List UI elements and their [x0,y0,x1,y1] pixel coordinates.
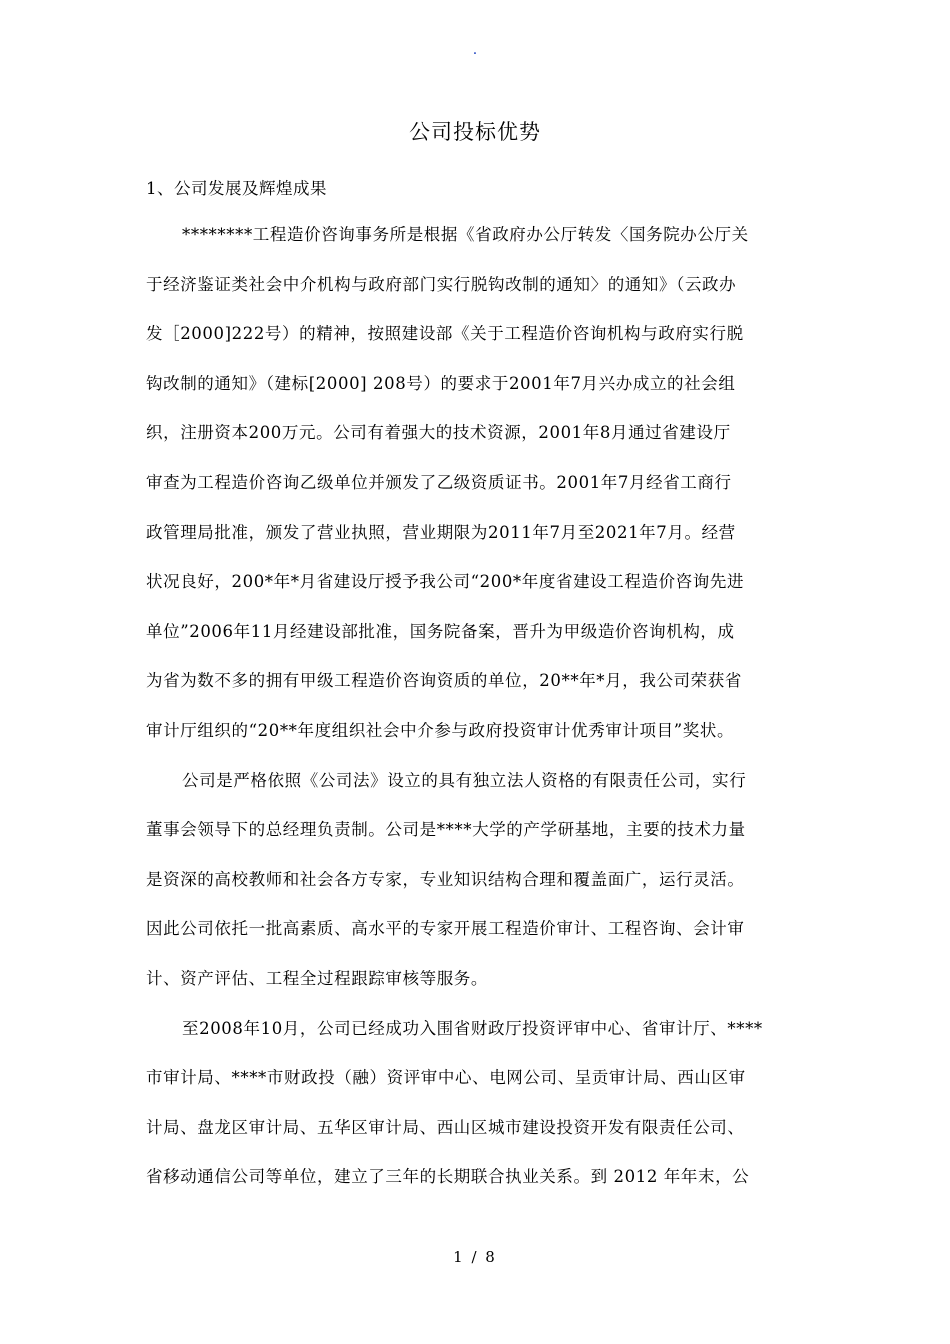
paragraph-line: 审计厅组织的“20**年度组织社会中介参与政府投资审计优秀审计项目”奖状。 [146,720,735,740]
paragraph-line: 钩改制的通知》（建标[2000] 208号）的要求于2001年7月兴办成立的社会组 [146,373,736,393]
paragraph-line: 审查为工程造价咨询乙级单位并颁发了乙级资质证书。2001年7月经省工商行 [146,472,732,492]
page-number: 1 / 8 [453,1248,497,1266]
paragraph-line: 织，注册资本200万元。公司有着强大的技术资源，2001年8月通过省建设厅 [146,423,731,443]
document-title: 公司投标优势 [409,120,541,144]
paragraph-line: 至2008年10月，公司已经成功入围省财政厅投资评审中心、省审计厅、**** [182,1018,763,1038]
paragraph-line: 发［2000]222号）的精神，按照建设部《关于工程造价咨询机构与政府实行脱 [146,324,744,344]
paragraph-line: 公司是严格依照《公司法》设立的具有独立法人资格的有限责任公司，实行 [182,770,747,790]
paragraph-line: ********工程造价咨询事务所是根据《省政府办公厅转发〈国务院办公厅关 [182,225,749,244]
paragraph-line: 是资深的高校教师和社会各方专家，专业知识结构合理和覆盖面广，运行灵活。 [146,869,745,889]
paragraph-line: 因此公司依托一批高素质、高水平的专家开展工程造价审计、工程咨询、会计审 [146,919,745,939]
paragraph-line: 省移动通信公司等单位，建立了三年的长期联合执业关系。到 2012 年年末，公 [146,1167,750,1187]
paragraph-line: 政管理局批准，颁发了营业执照，营业期限为2011年7月至2021年7月。经营 [146,522,736,542]
document-body [146,222,808,1214]
paragraph-line: 于经济鉴证类社会中介机构与政府部门实行脱钩改制的通知〉的通知》（云政办 [146,274,737,294]
paragraph-line: 计、资产评估、工程全过程跟踪审核等服务。 [146,968,488,988]
paragraph-line: 计局、盘龙区审计局、五华区审计局、西山区城市建设投资开发有限责任公司、 [146,1117,745,1137]
paragraph-line: 为省为数不多的拥有甲级工程造价咨询资质的单位，20**年*月，我公司荣获省 [146,671,742,691]
paragraph-line: 市审计局、****市财政投（融）资评审中心、电网公司、呈贡审计局、西山区审 [146,1068,746,1088]
paragraph-line: 单位”2006年11月经建设部批准，国务院备案，晋升为甲级造价咨询机构，成 [146,621,735,641]
paragraph-line: 状况良好，200*年*月省建设厅授予我公司“200*年度省建设工程造价咨询先进 [146,572,745,592]
paragraph-line: 董事会领导下的总经理负责制。公司是****大学的产学研基地，主要的技术力量 [146,820,746,840]
header-mark: . [472,42,478,58]
section-heading: 1、公司发展及辉煌成果 [146,179,327,198]
